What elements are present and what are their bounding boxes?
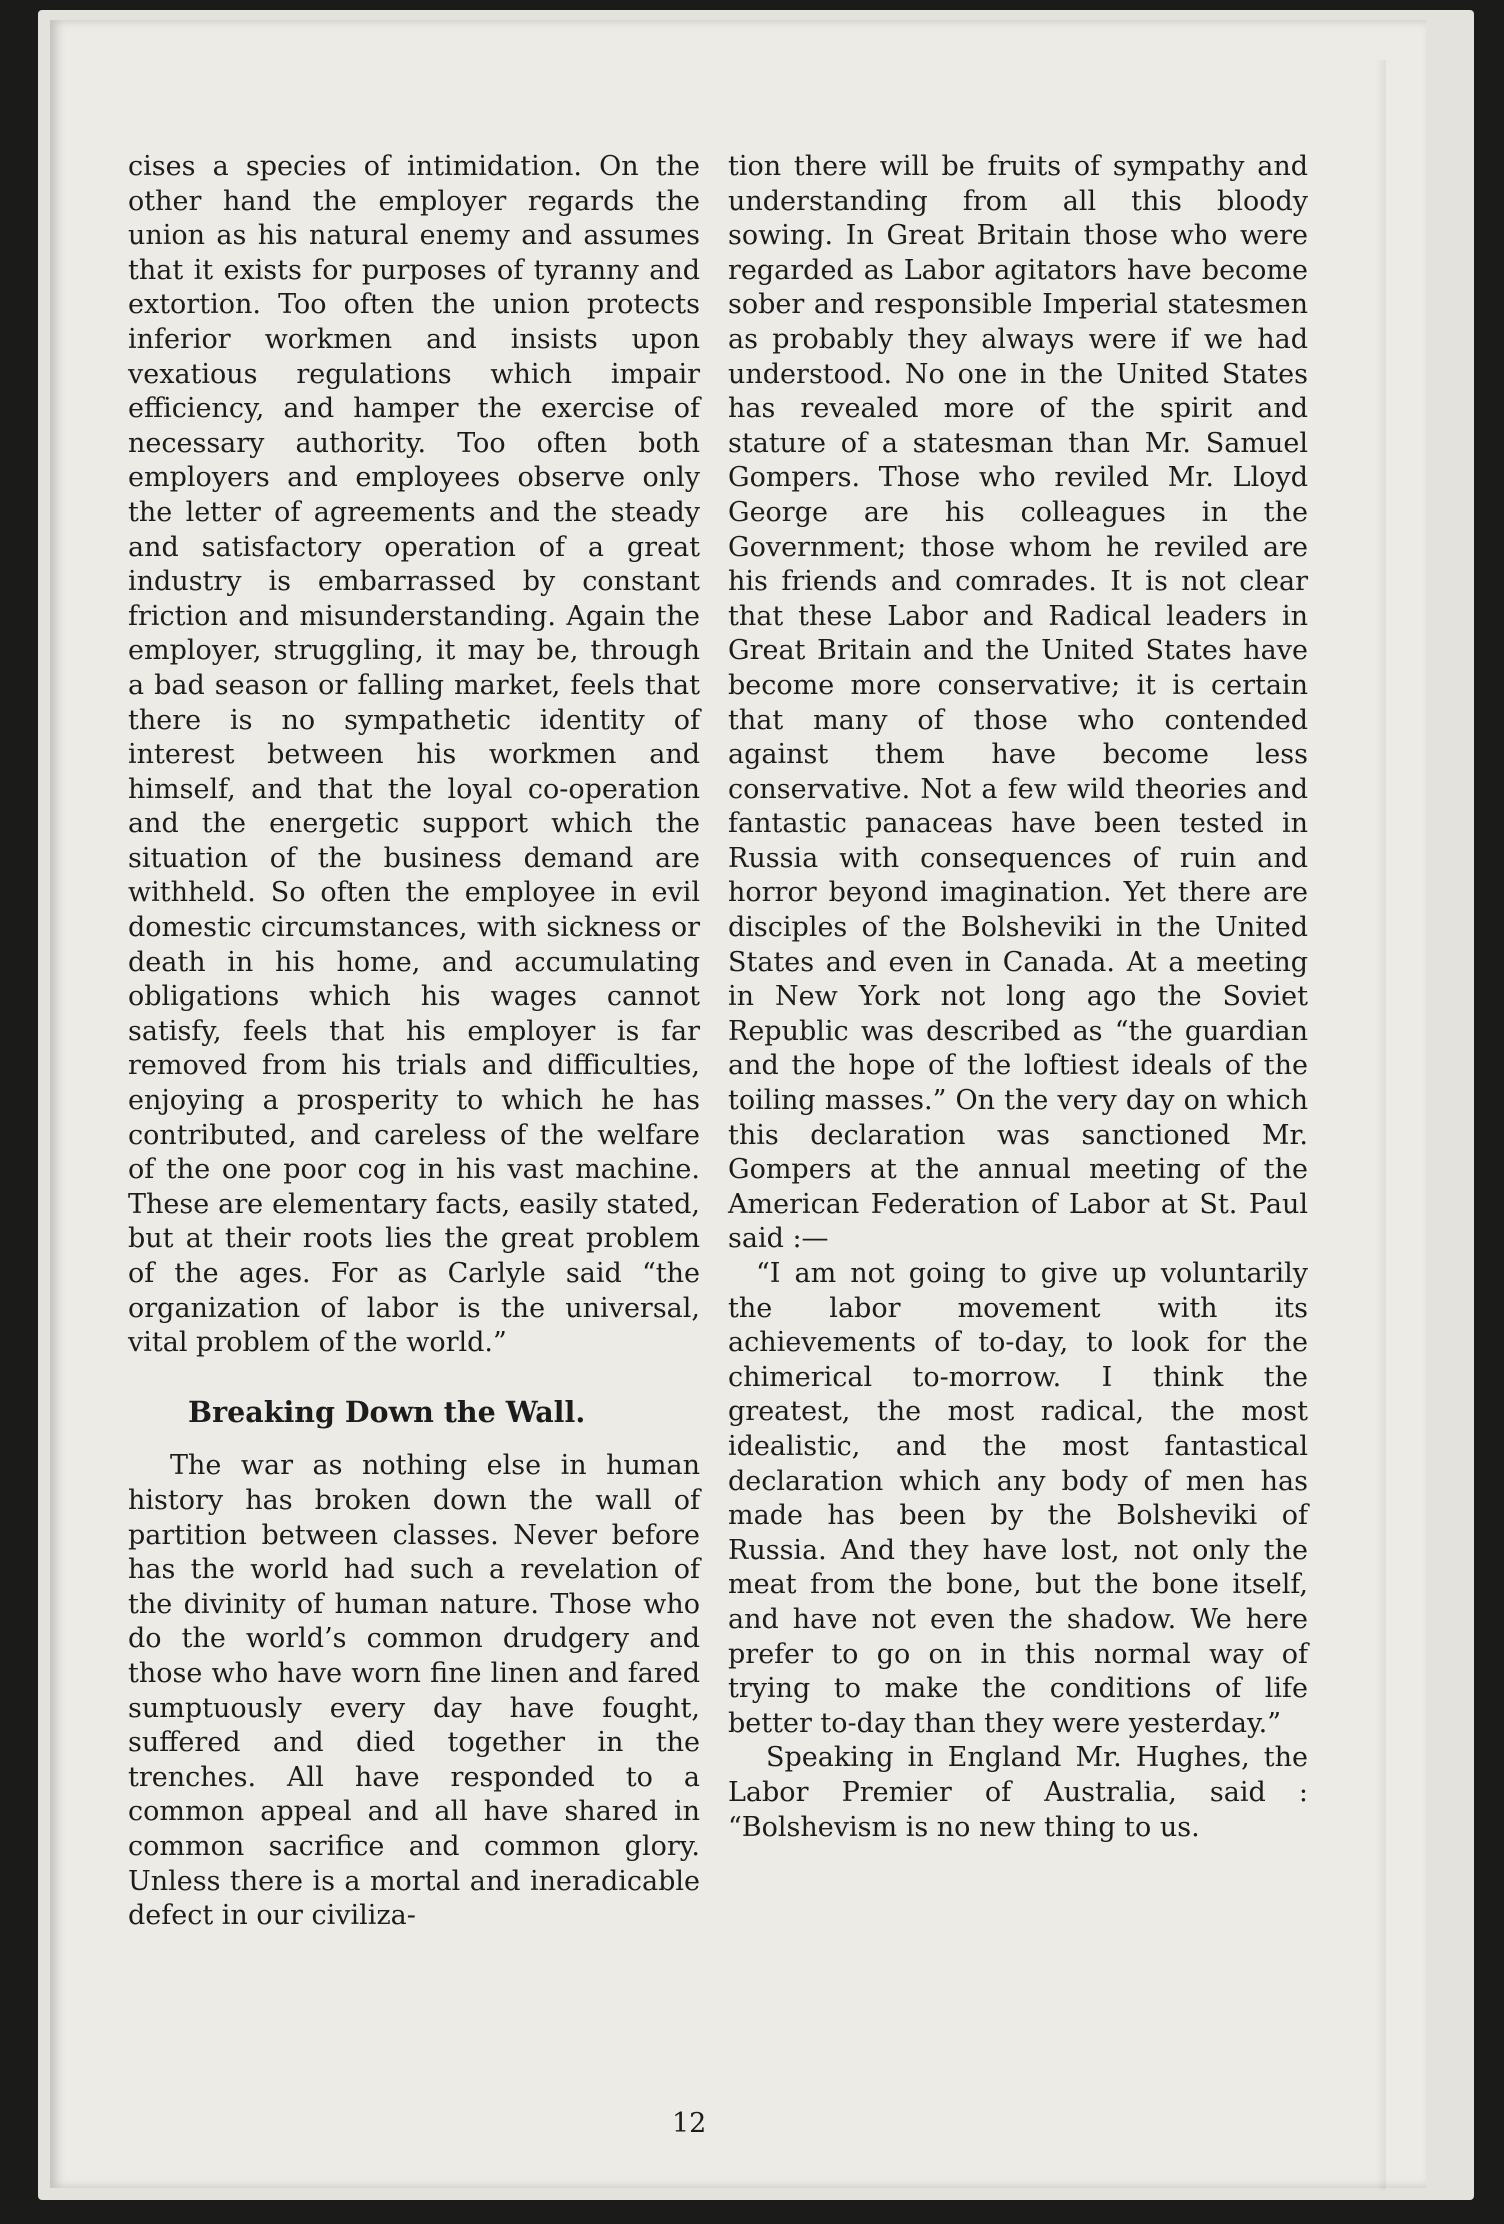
left-paragraph-1: cises a species of intimidation. On the other hand the employer regards the union as his natural enemy and assumes that it exists for purposes of tyranny and extortion. Too often the union protects inferior workmen and insists upon vexatious regulations which impair efficiency, and hamper the exercise of necessary authority. Too often both employers and employees observe only the letter of agreements and the steady and satisfactory operation of a great industry is embarrassed by constant friction and misunderstanding. Again the employer, struggling, it may be, through a bad season or falling market, feels that there is no sympathetic identity of interest between his workmen and himself, and that the loyal co-operation and the energetic support which the situation of the business demand are withheld. So often the employee in evil domestic circumstances, with sickness or death in his home, and accumulating obligations which his wages cannot satisfy, feels that his employer is far removed from his trials and difficulties, enjoying a prosperity to which he has contributed, and careless of the welfare of the one poor cog in his vast machine. These are elementary facts, easily stated, but at their roots lies the great problem of the ages. For as Carlyle said “the organization of labor is the universal, vital problem of the world.” xyxy=(128,151,700,1359)
right-paragraph-1: tion there will be fruits of sympathy and understanding from all this bloody sowing. In Great Britain those who were regarded as Labor agitators have become sober and responsible Imperial statesmen as probably they always were if we had understood. No one in the United States has revealed more of the spirit and stature of a statesman than Mr. Samuel Gompers. Those who reviled Mr. Lloyd George are his colleagues in the Government; those whom he reviled are his friends and comrades. It is not clear that these Labor and Radical leaders in Great Britain and the United States have become more conservative; it is certain that many of those who contended against them have become less conservative. Not a few wild theories and fantastic panaceas have been tested in Russia with consequences of ruin and horror beyond imagination. Yet there are disciples of the Bolsheviki in the United States and even in Canada. At a meeting in New York not long ago the Soviet Republic was described as “the guardian and the hope of the loftiest ideals of the toiling masses.” On the very day on which this declaration was sanctioned Mr. Gompers at the annual meeting of the American Federation of Labor at St. Paul said :— xyxy=(728,151,1308,1255)
page-number: 12 xyxy=(672,2108,707,2139)
left-column xyxy=(128,150,700,1934)
block-quote: “I am not going to give up voluntarily the labor movement with its achievements of to-day, to look for the chimerical to-morrow. I think the greatest, the most radical, the most idealistic, and the most fantastical declaration which any body of men has made has been by the Bolsheviki of Russia. And they have lost, not only the meat from the bone, but the bone itself, and have not even the shadow. We here prefer to go on in this normal way of trying to make the conditions of life better to-day than they were yesterday.” xyxy=(728,1258,1308,1739)
left-paragraph-2: The war as nothing else in human history has broken down the wall of partition between classes. Never before has the world had such a revelation of the divinity of human nature. Those who do the world’s common drudgery and those who have worn fine linen and fared sumptuously every day have fought, suffered and died together in the trenches. All have responded to a common appeal and all have shared in common sacrifice and common glory. Unless there is a mortal and ineradicable defect in our civiliza- xyxy=(128,1450,700,1932)
section-heading: Breaking Down the Wall. xyxy=(188,1394,586,1429)
right-paragraph-2: Speaking in England Mr. Hughes, the Labor Premier of Australia, said : “Bolshevism is no new thing to us. xyxy=(728,1742,1308,1843)
right-column xyxy=(728,150,1308,1845)
page-edge-shadow xyxy=(1376,60,1386,2190)
